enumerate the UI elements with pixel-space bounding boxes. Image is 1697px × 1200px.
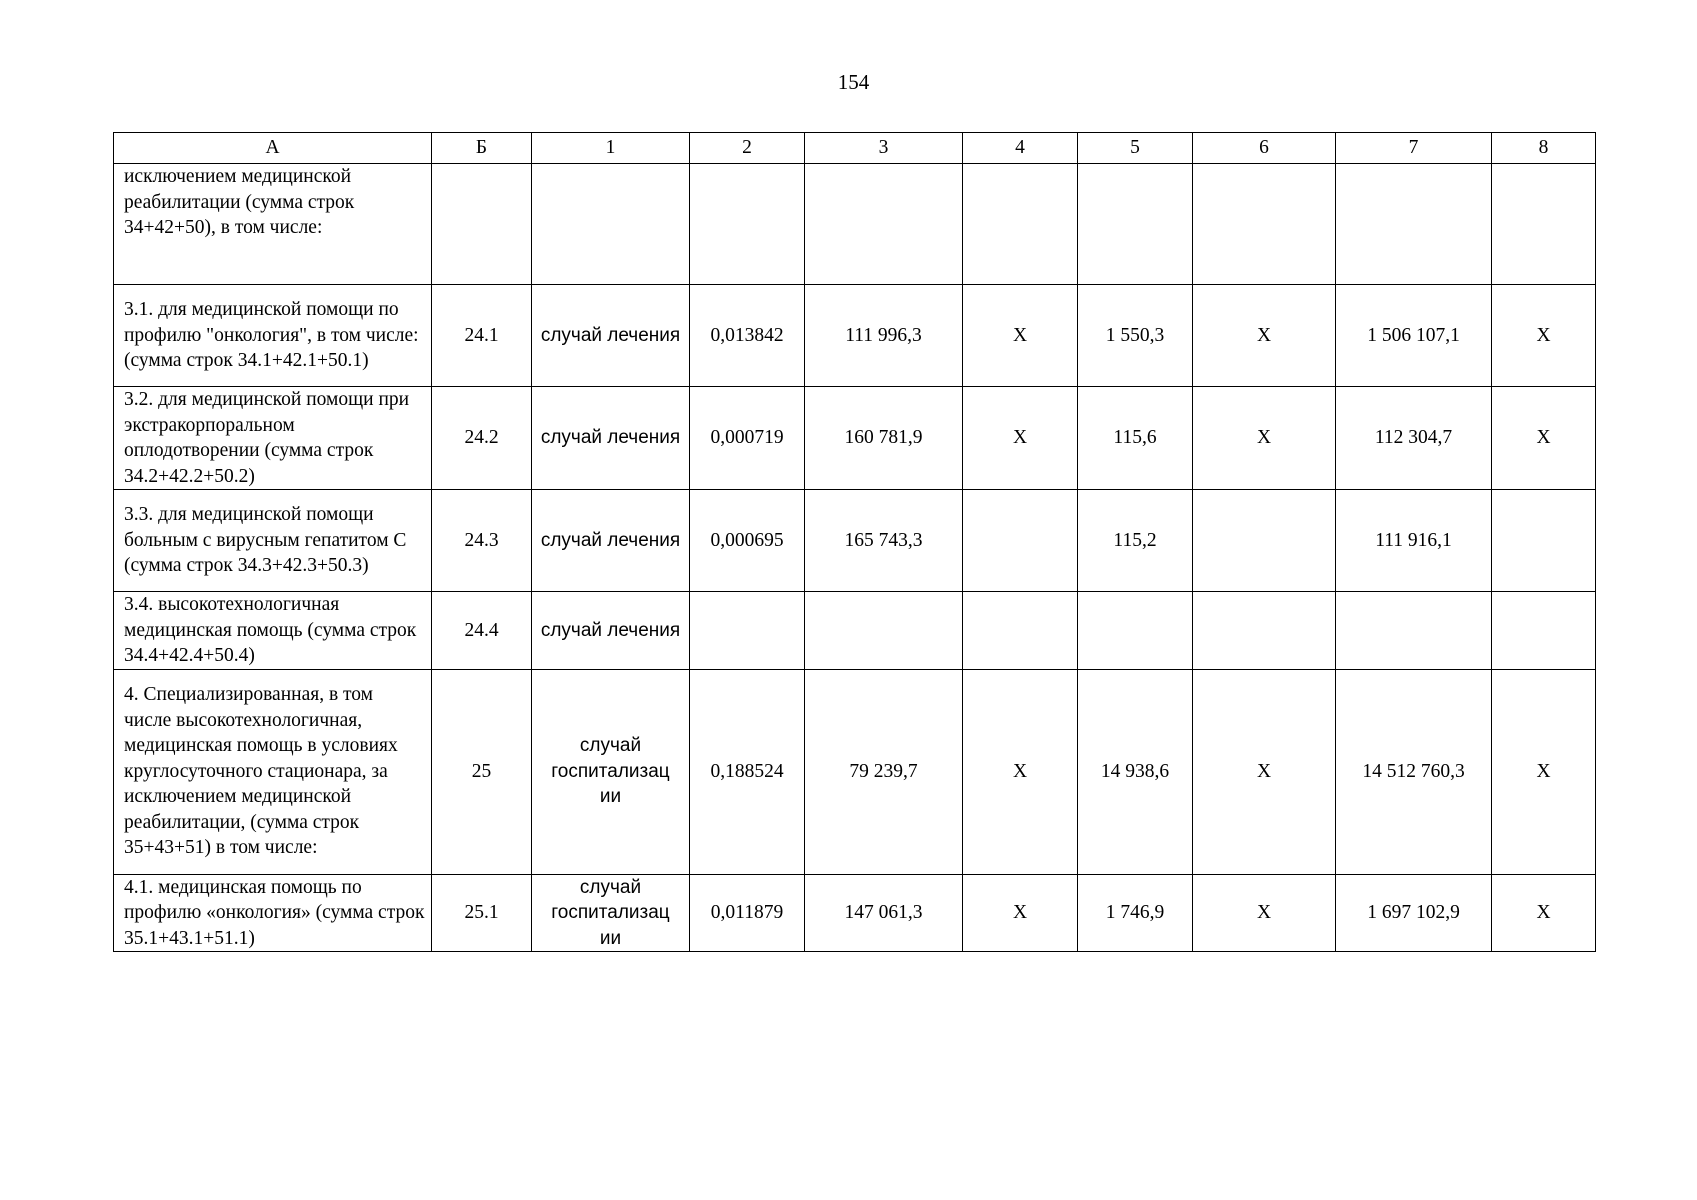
row-description: исключением медицинской реабилитации (сумма строк 34+42+50), в том числе: — [114, 164, 432, 285]
row-col-2 — [690, 164, 805, 285]
row-unit: случай госпитализац ии — [532, 669, 690, 874]
row-col-3 — [805, 592, 963, 670]
row-col-7: 1 697 102,9 — [1336, 874, 1492, 952]
row-code — [432, 164, 532, 285]
row-col-8 — [1492, 490, 1596, 592]
row-col-6: Х — [1193, 669, 1336, 874]
header-col-b: Б — [432, 133, 532, 164]
row-unit — [532, 164, 690, 285]
row-col-2: 0,188524 — [690, 669, 805, 874]
row-col-3: 160 781,9 — [805, 387, 963, 490]
row-col-7: 111 916,1 — [1336, 490, 1492, 592]
row-col-2: 0,000719 — [690, 387, 805, 490]
table-row — [114, 669, 1596, 874]
header-col-7: 7 — [1336, 133, 1492, 164]
row-description: 3.2. для медицинской помощи при экстракорпоральном оплодотворении (сумма строк 34.2+42.2+50.2) — [114, 387, 432, 490]
row-col-6: Х — [1193, 387, 1336, 490]
row-col-2: 0,011879 — [690, 874, 805, 952]
row-col-8: Х — [1492, 285, 1596, 387]
row-col-4 — [963, 164, 1078, 285]
table-row — [114, 490, 1596, 592]
row-col-5: 115,6 — [1078, 387, 1193, 490]
table-row — [114, 592, 1596, 670]
row-col-6 — [1193, 592, 1336, 670]
row-col-5: 1 550,3 — [1078, 285, 1193, 387]
row-col-4: Х — [963, 669, 1078, 874]
row-col-4: Х — [963, 874, 1078, 952]
row-col-3: 79 239,7 — [805, 669, 963, 874]
row-col-8 — [1492, 592, 1596, 670]
row-col-6: Х — [1193, 285, 1336, 387]
row-col-8: Х — [1492, 669, 1596, 874]
row-description: 3.3. для медицинской помощи больным с вирусным гепатитом С (сумма строк 34.3+42.3+50.3) — [114, 490, 432, 592]
row-code: 25.1 — [432, 874, 532, 952]
row-col-8: Х — [1492, 874, 1596, 952]
row-code: 25 — [432, 669, 532, 874]
header-row — [114, 133, 1596, 164]
row-unit: случай лечения — [532, 592, 690, 670]
table-row — [114, 164, 1596, 285]
row-col-4 — [963, 592, 1078, 670]
row-col-7: 112 304,7 — [1336, 387, 1492, 490]
row-col-7: 14 512 760,3 — [1336, 669, 1492, 874]
header-col-8: 8 — [1492, 133, 1596, 164]
row-code: 24.3 — [432, 490, 532, 592]
row-col-3: 147 061,3 — [805, 874, 963, 952]
row-col-8 — [1492, 164, 1596, 285]
row-col-4 — [963, 490, 1078, 592]
row-unit: случай лечения — [532, 285, 690, 387]
row-col-2: 0,000695 — [690, 490, 805, 592]
header-col-4: 4 — [963, 133, 1078, 164]
header-col-6: 6 — [1193, 133, 1336, 164]
row-col-7: 1 506 107,1 — [1336, 285, 1492, 387]
row-col-3: 111 996,3 — [805, 285, 963, 387]
row-col-6 — [1193, 490, 1336, 592]
row-col-6 — [1193, 164, 1336, 285]
row-col-2 — [690, 592, 805, 670]
data-table — [113, 132, 1596, 952]
row-col-5: 115,2 — [1078, 490, 1193, 592]
row-col-7 — [1336, 592, 1492, 670]
table-row — [114, 874, 1596, 952]
row-col-7 — [1336, 164, 1492, 285]
header-col-1: 1 — [532, 133, 690, 164]
row-unit: случай госпитализац ии — [532, 874, 690, 952]
row-unit: случай лечения — [532, 490, 690, 592]
row-col-8: Х — [1492, 387, 1596, 490]
row-col-5: 14 938,6 — [1078, 669, 1193, 874]
row-col-2: 0,013842 — [690, 285, 805, 387]
page-number: 154 — [837, 70, 870, 94]
row-code: 24.4 — [432, 592, 532, 670]
row-col-3 — [805, 164, 963, 285]
table-row — [114, 285, 1596, 387]
header-col-2: 2 — [690, 133, 805, 164]
header-col-3: 3 — [805, 133, 963, 164]
row-description: 4. Специализированная, в том числе высокотехнологичная, медицинская помощь в условиях круглосуточного стационара, за исключением медицинской реабилитации, (сумма строк 35+43+51) в том числе: — [114, 669, 432, 874]
header-col-a: А — [114, 133, 432, 164]
row-col-5 — [1078, 592, 1193, 670]
header-col-5: 5 — [1078, 133, 1193, 164]
row-col-4: Х — [963, 387, 1078, 490]
row-description: 3.4. высокотехнологичная медицинская помощь (сумма строк 34.4+42.4+50.4) — [114, 592, 432, 670]
row-unit: случай лечения — [532, 387, 690, 490]
row-col-6: Х — [1193, 874, 1336, 952]
row-col-4: Х — [963, 285, 1078, 387]
row-col-5: 1 746,9 — [1078, 874, 1193, 952]
row-col-3: 165 743,3 — [805, 490, 963, 592]
row-col-5 — [1078, 164, 1193, 285]
row-code: 24.1 — [432, 285, 532, 387]
row-description: 3.1. для медицинской помощи по профилю "онкология", в том числе: (сумма строк 34.1+42.1+50.1) — [114, 285, 432, 387]
table-row — [114, 387, 1596, 490]
row-description: 4.1. медицинская помощь по профилю «онкология» (сумма строк 35.1+43.1+51.1) — [114, 874, 432, 952]
row-code: 24.2 — [432, 387, 532, 490]
